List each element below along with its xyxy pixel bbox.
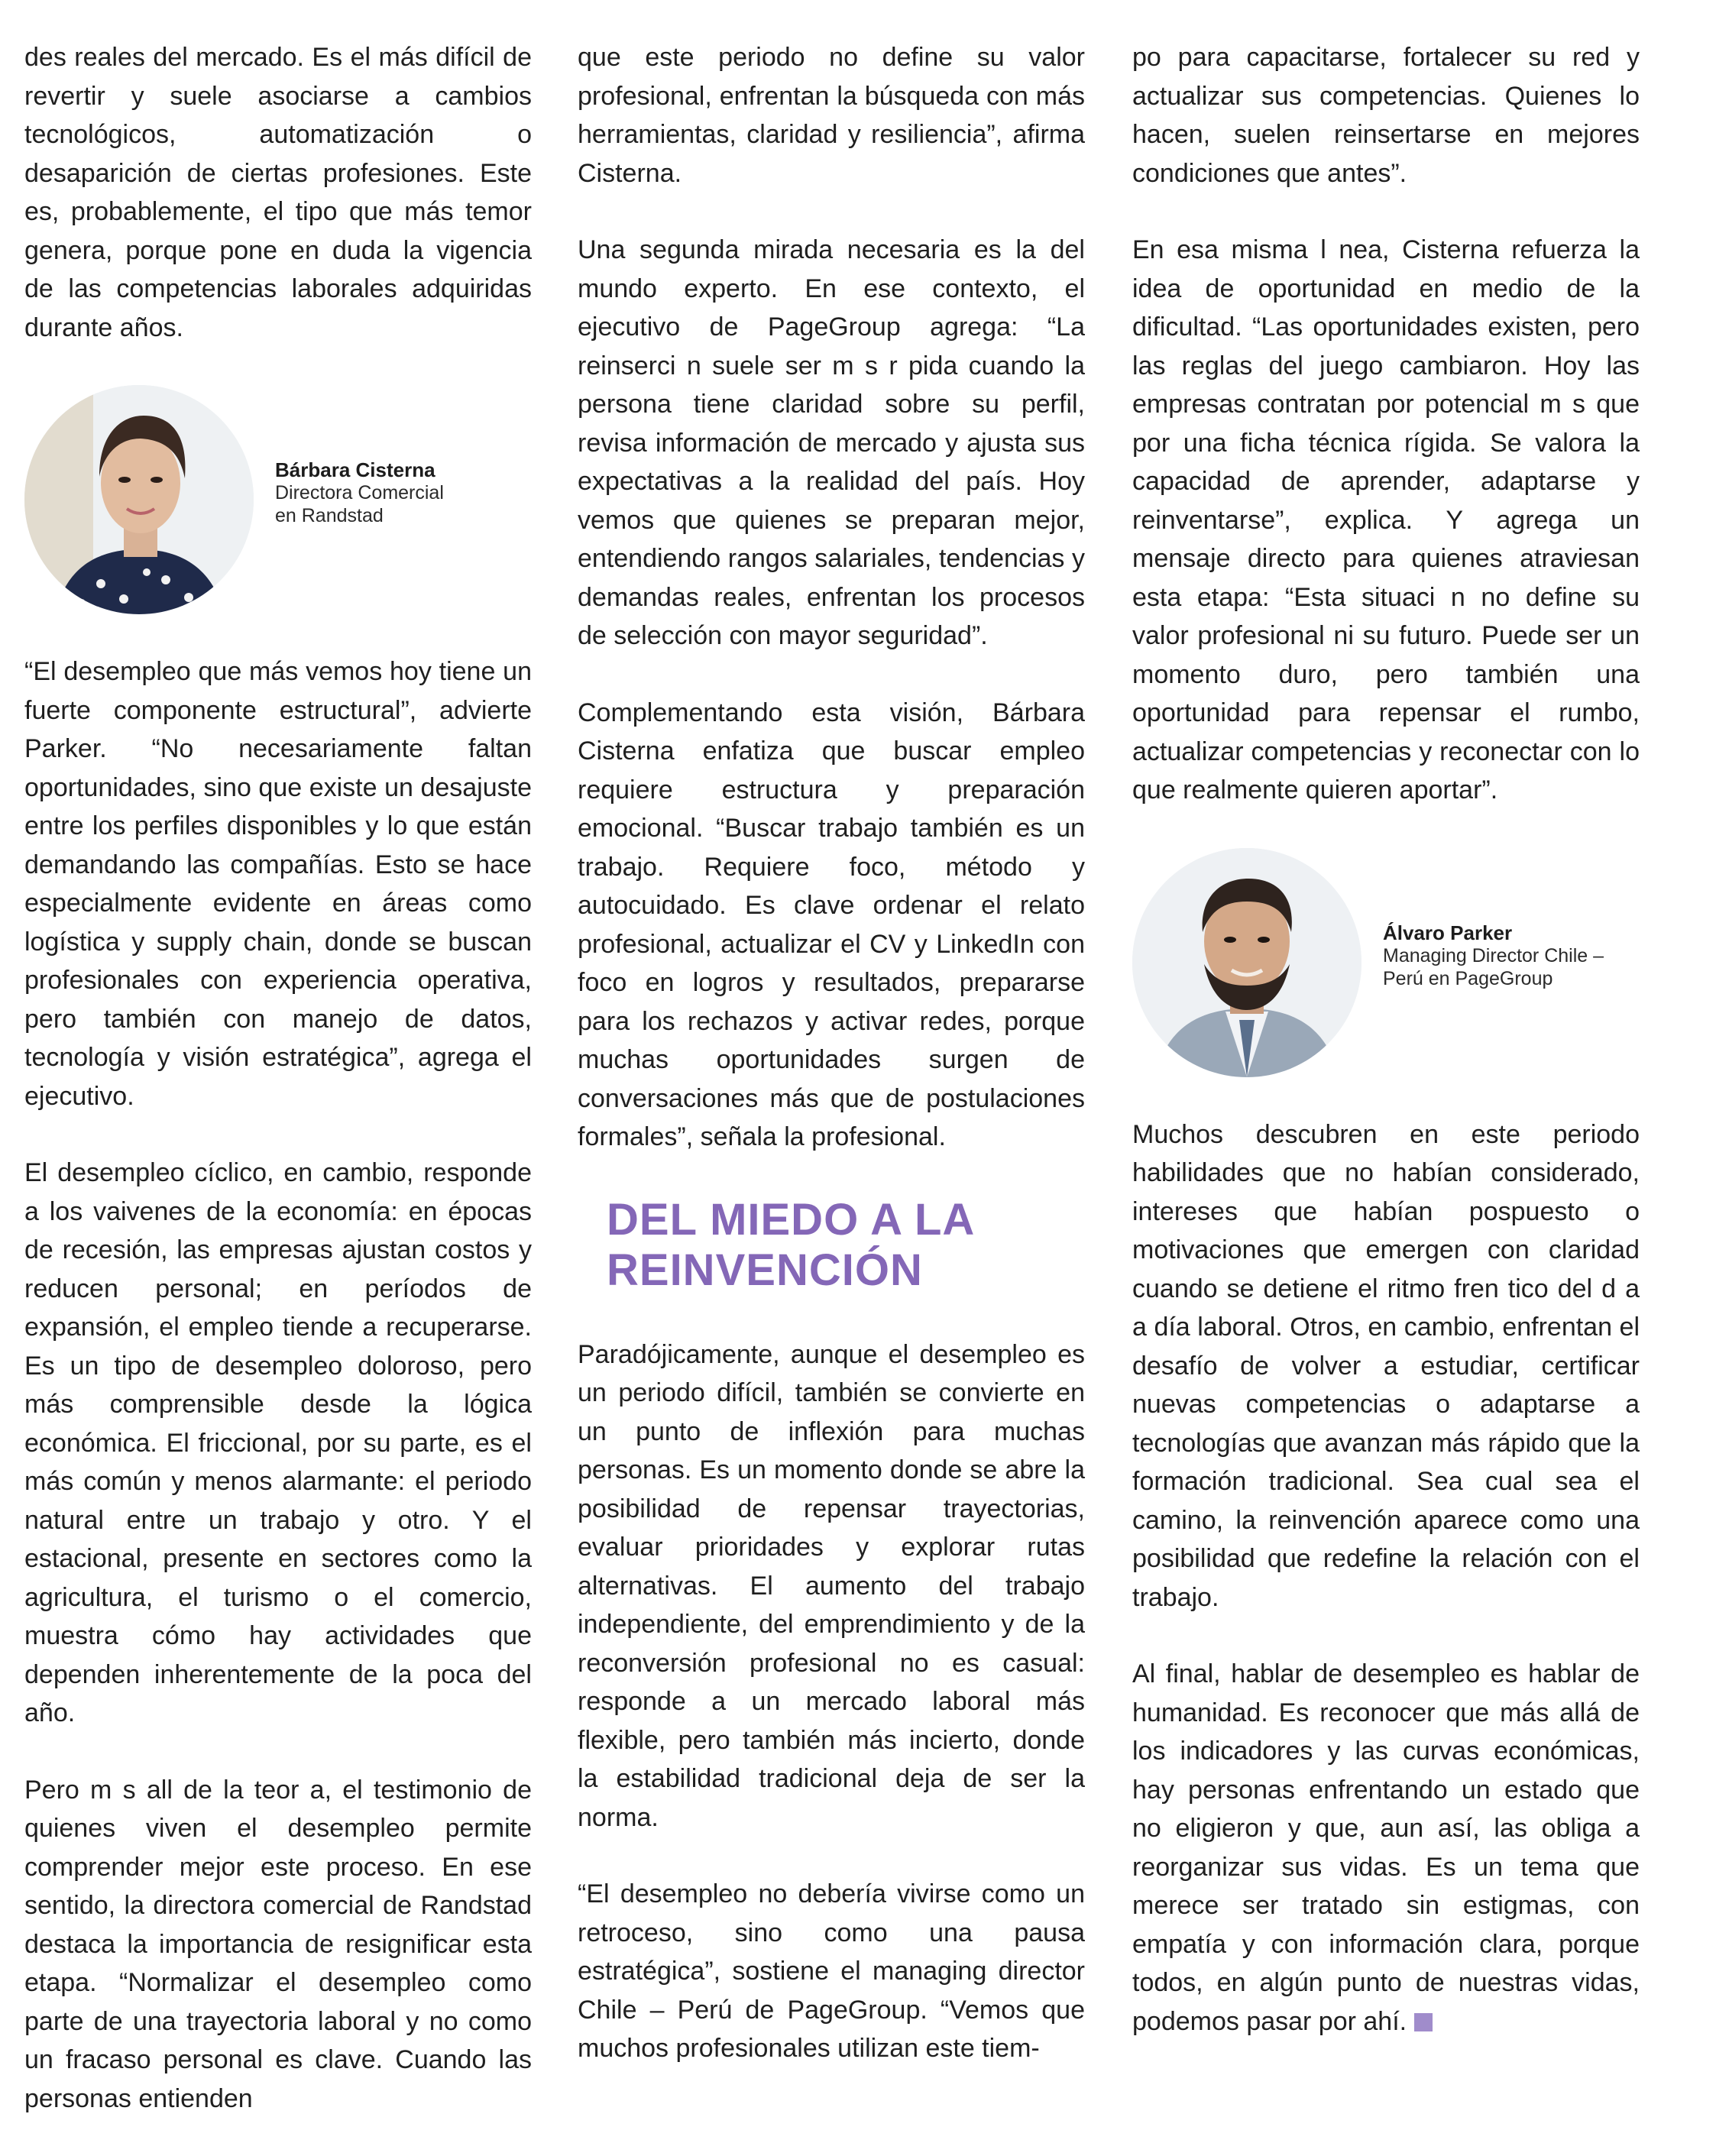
section-heading xyxy=(607,1195,1085,1296)
paragraph: Pero m s all de la teor a, el testimonio de quienes viven el desempleo permite comprender mejor este proceso. En ese sentido, la directora comercial de Randstad destaca la importancia de resignificar esta etapa. “Normalizar el desempleo como parte de una trayectoria laboral y no como un fracaso personal es clave. Cuando las personas entienden xyxy=(24,1775,532,2113)
paragraph: po para capacitarse, fortalecer su red y actualizar sus competencias. Quienes lo hacen, suelen reinsertarse en mejores condiciones que antes”. xyxy=(1132,43,1640,188)
profile-name: Álvaro Parker xyxy=(1383,921,1513,944)
column-2 xyxy=(578,38,1085,2106)
column-3 xyxy=(1132,38,1640,2079)
paragraph-final-text: Al final, hablar de desempleo es hablar de humanidad. Es reconocer que más allá de los indicadores y las curvas económicas, hay personas enfrentando un estado que no eligieron y que, aun así, las obliga a reorganizar sus vidas. Es un tema que merece ser tratado sin estigmas, con empatía y con información clara, porque todos, en algún punto de nuestras vidas, podemos pasar por ahí. xyxy=(1132,1659,1640,2036)
paragraph-final xyxy=(1132,1655,1640,2041)
profile-role-line: Managing Director Chile – xyxy=(1383,944,1604,966)
portrait-photo xyxy=(24,385,254,614)
paragraph: que este periodo no define su valor profesional, enfrentan la búsqueda con más herramientas, claridad y resiliencia”, afirma Cisterna. xyxy=(578,43,1085,188)
paragraph: Paradójicamente, aunque el desempleo es un periodo difícil, también se convierte en un punto de inflexión para muchas personas. Es un momento donde se abre la posibilidad de repensar trayectorias, evaluar prioridades y explorar rutas alternativas. El aumento del trabajo independiente, del emprendimiento y de la reconversión profesional no es casual: responde a un mercado laboral más flexible, pero también más incierto, donde la estabilidad tradicional deja de ser la norma. xyxy=(578,1339,1085,1832)
paragraph: “El desempleo que más vemos hoy tiene un fuerte componente estructural”, advierte Parker. “No necesariamente faltan oportunidades, sino que existe un desajuste entre los perfiles disponibles y lo que están demandando las compañías. Esto se hace especialmente evidente en áreas como logística y supply chain, donde se buscan profesionales con experiencia operativa, pero también con manejo de datos, tecnología y visión estratégica”, agrega el ejecutivo. xyxy=(24,657,532,1111)
profile-alvaro-parker xyxy=(1132,848,1640,1077)
column-1 xyxy=(24,38,532,2156)
section-heading-line: DEL MIEDO A LA xyxy=(607,1194,976,1245)
profile-barbara-cisterna xyxy=(24,385,532,614)
profile-caption xyxy=(275,458,535,527)
profile-role-line: Perú en PageGroup xyxy=(1383,967,1553,989)
section-heading-line: REINVENCIÓN xyxy=(607,1245,923,1295)
end-of-article-mark xyxy=(1414,2013,1433,2031)
paragraph: “El desempleo no debería vivirse como un retroceso, sino como una pausa estratégica”, sostiene el managing director Chile – Perú de PageGroup. “Vemos que muchos profesionales utilizan este tiem- xyxy=(578,1879,1085,2063)
paragraph: Complementando esta visión, Bárbara Cisterna enfatiza que buscar empleo requiere estructura y preparación emocional. “Buscar trabajo también es un trabajo. Requiere foco, método y autocuidado. Es clave ordenar el relato profesional, actualizar el CV y LinkedIn con foco en logros y resultados, prepararse para los rechazos y activar redes, porque muchas oportunidades surgen de conversaciones más que de postulaciones formales”, señala la profesional. xyxy=(578,698,1085,1151)
paragraph: En esa misma l nea, Cisterna refuerza la idea de oportunidad en medio de la dificultad. “Las oportunidades existen, pero las reglas del juego cambiaron. Hoy las empresas contratan por potencial m s que por una ficha técnica rígida. Se valora la capacidad de aprender, adaptarse y reinventarse”, explica. Y agrega un mensaje directo para quienes atraviesan esta etapa: “Esta situaci n no define su valor profesional ni su futuro. Puede ser un momento duro, pero también una oportunidad para repensar el rumbo, actualizar competencias y reconectar con lo que realmente quieren aportar”. xyxy=(1132,235,1640,804)
paragraph: des reales del mercado. Es el más difícil de revertir y suele asociarse a cambios tecnológicos, automatización o desaparición de ciertas profesiones. Este es, probablemente, el tipo que más temor genera, porque pone en duda la vigencia de las competencias laborales adquiridas durante años. xyxy=(24,43,532,342)
profile-caption xyxy=(1383,921,1643,990)
paragraph: Una segunda mirada necesaria es la del mundo experto. En ese contexto, el ejecutivo de PageGroup agrega: “La reinserci n suele ser m s r pida cuando la persona tiene claridad sobre su perfil, revisa información de mercado y ajusta sus expectativas a la realidad del país. Hoy vemos que quienes se preparan mejor, entendiendo rangos salariales, tendencias y demandas reales, enfrentan los procesos de selección con mayor seguridad”. xyxy=(578,235,1085,650)
portrait-photo xyxy=(1132,848,1361,1077)
profile-role-line: Directora Comercial xyxy=(275,482,444,503)
paragraph: El desempleo cíclico, en cambio, responde a los vaivenes de la economía: en épocas de recesión, las empresas ajustan costos y reducen personal; en períodos de expansión, el empleo tiende a recuperarse. Es un tipo de desempleo doloroso, pero más comprensible desde la lógica económica. El friccional, por su parte, es el más común y menos alarmante: el periodo natural entre un trabajo y otro. Y el estacional, presente en sectores como la agricultura, el turismo o el comercio, muestra cómo hay actividades que dependen inherentemente de la poca del año. xyxy=(24,1158,532,1727)
man-portrait-illustration xyxy=(1132,848,1361,1077)
paragraph: Muchos descubren en este periodo habilidades que no habían considerado, intereses que habían pospuesto o motivaciones que emergen con claridad cuando se detiene el ritmo fren tico del d a a día laboral. Otros, en cambio, enfrentan el desafío de volver a estudiar, certificar nuevas competencias o adaptarse a tecnologías que avanzan más rápido que la formación tradicional. Sea cual sea el camino, la reinvención aparece como una posibilidad que redefine la relación con el trabajo. xyxy=(1132,1119,1640,1612)
profile-role-line: en Randstad xyxy=(275,505,384,526)
woman-portrait-illustration xyxy=(24,385,254,614)
profile-name: Bárbara Cisterna xyxy=(275,458,435,481)
